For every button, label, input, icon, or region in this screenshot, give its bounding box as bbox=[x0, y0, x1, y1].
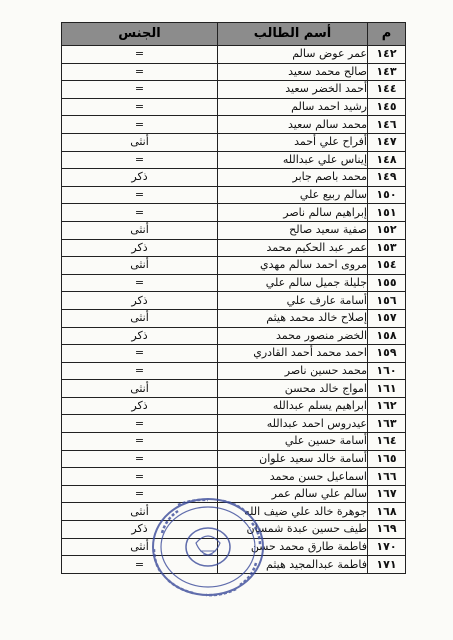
student-gender: ذكر bbox=[62, 169, 218, 187]
table-row bbox=[62, 433, 406, 451]
table-row bbox=[62, 46, 406, 64]
row-number: ١٧٠ bbox=[368, 538, 406, 556]
table-row bbox=[62, 169, 406, 187]
row-number: ١٤٣ bbox=[368, 63, 406, 81]
row-number: ١٦٢ bbox=[368, 397, 406, 415]
student-name: فاطمة عبدالمجيد هيثم bbox=[218, 556, 368, 574]
student-gender: = bbox=[62, 81, 218, 99]
student-name: امواج خالد محسن bbox=[218, 380, 368, 398]
student-roster-table bbox=[61, 22, 406, 574]
student-name: عمر عبد الحكيم محمد bbox=[218, 239, 368, 257]
header-number: م bbox=[368, 23, 406, 46]
student-gender: = bbox=[62, 556, 218, 574]
student-name: إيناس علي عبدالله bbox=[218, 151, 368, 169]
row-number: ١٤٥ bbox=[368, 98, 406, 116]
student-name: الخضر منصور محمد bbox=[218, 327, 368, 345]
table-row bbox=[62, 133, 406, 151]
row-number: ١٥٠ bbox=[368, 186, 406, 204]
student-name: عيدروس احمد عبدالله bbox=[218, 415, 368, 433]
table-row bbox=[62, 116, 406, 134]
table-row bbox=[62, 327, 406, 345]
student-gender: ذكر bbox=[62, 292, 218, 310]
student-name: طيف حسين عبدة شمسان bbox=[218, 521, 368, 539]
student-gender: أنثى bbox=[62, 503, 218, 521]
table-row bbox=[62, 63, 406, 81]
header-gender: الجنس bbox=[62, 23, 218, 46]
student-gender: = bbox=[62, 116, 218, 134]
student-gender: أنثى bbox=[62, 380, 218, 398]
table-row bbox=[62, 450, 406, 468]
table-row bbox=[62, 204, 406, 222]
student-gender: = bbox=[62, 98, 218, 116]
row-number: ١٦٤ bbox=[368, 433, 406, 451]
row-number: ١٤٩ bbox=[368, 169, 406, 187]
row-number: ١٦١ bbox=[368, 380, 406, 398]
table-row bbox=[62, 345, 406, 363]
row-number: ١٦٦ bbox=[368, 468, 406, 486]
row-number: ١٥٥ bbox=[368, 274, 406, 292]
student-name: أحمد الخضر سعيد bbox=[218, 81, 368, 99]
student-name: صفية سعيد صالح bbox=[218, 221, 368, 239]
table-header-row bbox=[62, 23, 406, 46]
row-number: ١٦٧ bbox=[368, 485, 406, 503]
table-row bbox=[62, 186, 406, 204]
table-row bbox=[62, 309, 406, 327]
table-row bbox=[62, 468, 406, 486]
table-row bbox=[62, 151, 406, 169]
row-number: ١٧١ bbox=[368, 556, 406, 574]
row-number: ١٥٢ bbox=[368, 221, 406, 239]
student-name: ابراهيم يسلم عبدالله bbox=[218, 397, 368, 415]
student-name: محمد حسين ناصر bbox=[218, 362, 368, 380]
row-number: ١٦٩ bbox=[368, 521, 406, 539]
table-row bbox=[62, 98, 406, 116]
student-name: أفراح علي أحمد bbox=[218, 133, 368, 151]
row-number: ١٥١ bbox=[368, 204, 406, 222]
table-row bbox=[62, 362, 406, 380]
row-number: ١٥٦ bbox=[368, 292, 406, 310]
student-name: سالم علي سالم عمر bbox=[218, 485, 368, 503]
row-number: ١٦٠ bbox=[368, 362, 406, 380]
student-gender: = bbox=[62, 345, 218, 363]
student-name: أسامة خالد سعيد علوان bbox=[218, 450, 368, 468]
row-number: ١٤٨ bbox=[368, 151, 406, 169]
row-number: ١٤٦ bbox=[368, 116, 406, 134]
table-row bbox=[62, 257, 406, 275]
student-name: أسامة حسين علي bbox=[218, 433, 368, 451]
student-gender: ذكر bbox=[62, 327, 218, 345]
student-name: إبراهيم سالم ناصر bbox=[218, 204, 368, 222]
row-number: ١٥٤ bbox=[368, 257, 406, 275]
student-gender: = bbox=[62, 151, 218, 169]
student-gender: = bbox=[62, 204, 218, 222]
student-gender: أنثى bbox=[62, 257, 218, 275]
row-number: ١٥٣ bbox=[368, 239, 406, 257]
table-row bbox=[62, 380, 406, 398]
student-name: مروى احمد سالم مهدي bbox=[218, 257, 368, 275]
student-name: احمد محمد أحمد القادري bbox=[218, 345, 368, 363]
student-gender: ذكر bbox=[62, 397, 218, 415]
student-name: فاطمة طارق محمد حسن bbox=[218, 538, 368, 556]
student-gender: أنثى bbox=[62, 133, 218, 151]
row-number: ١٦٣ bbox=[368, 415, 406, 433]
student-gender: أنثى bbox=[62, 538, 218, 556]
student-name: جليلة جميل سالم علي bbox=[218, 274, 368, 292]
student-gender: = bbox=[62, 63, 218, 81]
official-seal-icon bbox=[148, 493, 268, 601]
student-gender: = bbox=[62, 46, 218, 64]
student-gender: = bbox=[62, 468, 218, 486]
student-gender: = bbox=[62, 450, 218, 468]
student-gender: = bbox=[62, 485, 218, 503]
student-name: محمد باصم جابر bbox=[218, 169, 368, 187]
row-number: ١٥٧ bbox=[368, 309, 406, 327]
student-gender: أنثى bbox=[62, 221, 218, 239]
student-name: سالم ربيع علي bbox=[218, 186, 368, 204]
row-number: ١٥٨ bbox=[368, 327, 406, 345]
row-number: ١٦٨ bbox=[368, 503, 406, 521]
student-name: رشيد احمد سالم bbox=[218, 98, 368, 116]
table-row bbox=[62, 397, 406, 415]
student-name: اسماعيل حسن محمد bbox=[218, 468, 368, 486]
student-gender: = bbox=[62, 274, 218, 292]
row-number: ١٤٧ bbox=[368, 133, 406, 151]
student-name: جوهرة خالد علي ضيف الله bbox=[218, 503, 368, 521]
student-name: صالح محمد سعيد bbox=[218, 63, 368, 81]
student-name: أسامة عارف علي bbox=[218, 292, 368, 310]
row-number: ١٥٩ bbox=[368, 345, 406, 363]
student-name: إصلاح خالد محمد هيثم bbox=[218, 309, 368, 327]
table-row bbox=[62, 415, 406, 433]
table-row bbox=[62, 274, 406, 292]
table-row bbox=[62, 239, 406, 257]
student-name: محمد سالم سعيد bbox=[218, 116, 368, 134]
student-gender: ذكر bbox=[62, 239, 218, 257]
row-number: ١٦٥ bbox=[368, 450, 406, 468]
row-number: ١٤٤ bbox=[368, 81, 406, 99]
table-row bbox=[62, 81, 406, 99]
student-gender: = bbox=[62, 362, 218, 380]
student-gender: أنثى bbox=[62, 309, 218, 327]
student-name: عمر عوض سالم bbox=[218, 46, 368, 64]
student-gender: = bbox=[62, 415, 218, 433]
student-gender: = bbox=[62, 433, 218, 451]
header-name: أسم الطالب bbox=[218, 23, 368, 46]
student-gender: ذكر bbox=[62, 521, 218, 539]
table-row bbox=[62, 292, 406, 310]
row-number: ١٤٢ bbox=[368, 46, 406, 64]
table-row bbox=[62, 221, 406, 239]
student-gender: = bbox=[62, 186, 218, 204]
